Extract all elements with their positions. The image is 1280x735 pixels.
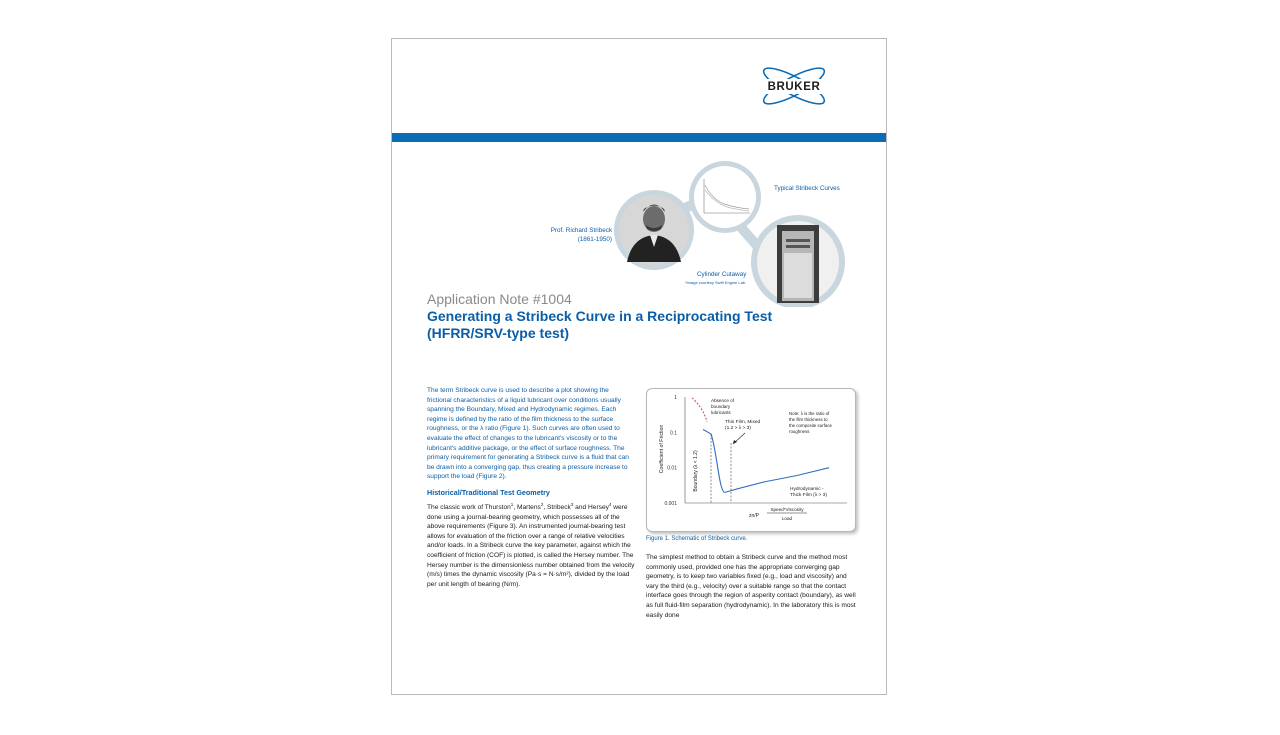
boundary-label: Boundary (λ < 1.2) [693, 450, 699, 492]
document-page [391, 38, 887, 695]
bruker-logo [754, 65, 834, 115]
note-label: roughness [789, 429, 810, 434]
figure-caption: Figure 1. Schematic of Stribeck curve. [646, 536, 748, 542]
absence-curve [692, 398, 707, 422]
y-tick-label: 0.1 [670, 430, 677, 437]
header-band [392, 133, 886, 142]
intro-paragraph: The term Stribeck curve is used to describe a plot showing the frictional characteristics of a liquid lubricant over conditions usually spanning the Boundary, Mixed and Hydrodynamic regimes. Each regime is defined by the ratio of the film thickness to the surface roughness, or the λ ratio (Figure 1). Such curves are often used to evaluate the effect of changes to the lubricant's viscosity or to the lubricant's additive package, or the effect of surface roughness. The primary requirement for generating a Stribeck curve is a fluid that can be drawn into a converging gap, thus creating a pressure increase to support the load (Figure 2). [427, 387, 629, 481]
brand-name: BRUKER [767, 81, 821, 93]
y-tick-label: 0.01 [667, 465, 677, 472]
cylinder-credit: *Image courtesy Swift Engine Lab. [685, 280, 747, 285]
hydrodynamic-label: Thick Film (λ > 3) [790, 493, 827, 498]
portrait-caption-years: (1861-1950) [577, 236, 612, 243]
cylinder-caption: Cylinder Cutaway [697, 271, 747, 278]
right-column [646, 553, 856, 620]
x-axis-label: zn/P [748, 513, 759, 519]
absence-label: Absence of [711, 398, 734, 403]
app-note-number: Application Note #1004 [427, 291, 572, 307]
stribeck-chart [647, 389, 855, 531]
curves-circle [689, 161, 761, 233]
absence-label: lubricants [711, 410, 731, 415]
portrait-circle [614, 190, 694, 270]
hydrodynamic-label: Hydrodynamic - [790, 487, 824, 492]
note-label: the film thickness to [789, 417, 828, 422]
x-fraction-numerator: Speed*Viscosity [770, 507, 804, 512]
left-column [427, 386, 635, 589]
stribeck-figure [646, 388, 856, 532]
portrait-caption-name: Prof. Richard Stribeck [550, 227, 612, 234]
y-tick-label: 0.001 [664, 501, 677, 507]
section-paragraph: The classic work of Thurston$^1$, Martens$^2$, Stribeck$^3$ and Hersey$^4$ were done using a journal-bearing geometry, which possesses all of the above requirements (Figure 3). An instrumented journal-bearing test allows for evaluation of the friction over a range of relative velocities and/or loads. In a Stribeck curve the key parameter, against which the coefficient of friction (COF) is plotted, is called the Hersey number. The Hersey number is the dimensionless number obtained from the velocity (m/s) times the dynamic viscosity (Pa·s = N·s/m²), divided by the load per unit length of bearing (N/m). [427, 501, 635, 588]
section-heading: Historical/Traditional Test Geometry [427, 487, 550, 497]
thin-film-label: (1.2 > λ > 3) [725, 426, 751, 431]
right-paragraph: The simplest method to obtain a Stribeck curve and the method most commonly used, provided one has the appropriate converging gap geometry, is to keep two variables fixed (e.g., load and viscosity) and vary the third (e.g., velocity) over a suitable range so that the contact interface goes through the region of asperity contact (boundary), as well as full fluid-film separation (hydrodynamic). In the laboratory this is most easily done [646, 554, 856, 619]
note-label: Note: λ is the ratio of [789, 411, 830, 416]
absence-label: boundary [711, 404, 731, 409]
y-tick-label: 1 [674, 395, 677, 401]
thin-film-label: Thin Film, Mixed [725, 420, 761, 425]
y-axis-label: Coefficient of Friction [659, 424, 665, 474]
note-label: the composite surface [789, 423, 832, 428]
stribeck-curve [703, 430, 829, 493]
page-title: Generating a Stribeck Curve in a Reciprocating Test (HFRR/SRV-type test) [427, 308, 773, 341]
curves-caption: Typical Stribeck Curves [774, 185, 840, 192]
x-fraction-denominator: Load [781, 516, 793, 521]
title-block [427, 291, 847, 342]
